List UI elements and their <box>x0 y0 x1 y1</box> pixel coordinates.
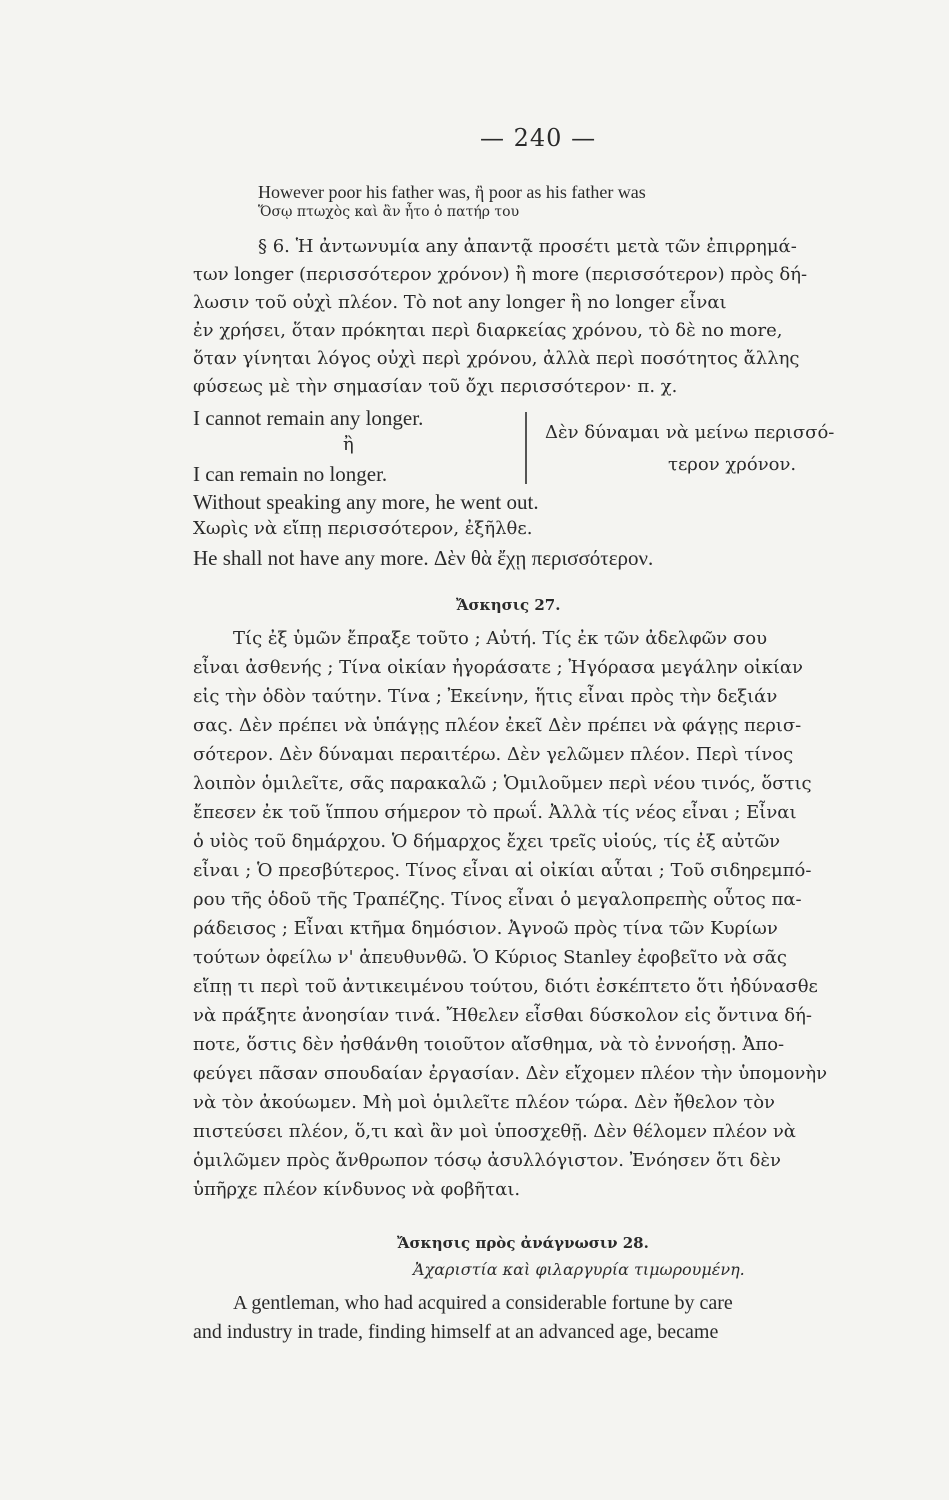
text-line: A gentleman, who had acquired a considerable fortune by care <box>233 1292 733 1314</box>
text-line: Χωρὶς νὰ εἴπῃ περισσότερον, ἐξῆλθε. <box>193 518 533 539</box>
text-line: ἐν χρήσει, ὅταν πρόκηται περὶ διαρκείας χρόνου, τὸ δὲ no more, <box>193 320 783 341</box>
text-line: φεύγει πᾶσαν σπουδαίαν ἐργασίαν. Δὲν εἴχομεν πλέον τὴν ὑπομονὴν <box>193 1063 828 1084</box>
text-line: σότερον. Δὲν δύναμαι περαιτέρω. Δὲν γελῶμεν πλέον. Περὶ τίνος <box>193 744 794 765</box>
text-line: ἢ <box>343 434 354 455</box>
text-line: ποτε, ὅστις δὲν ἠσθάνθη τοιοῦτον αἴσθημα, νὰ τὸ ἐννοήσῃ. Ἀπο- <box>193 1034 785 1055</box>
text-line: Without speaking any more, he went out. <box>193 490 539 514</box>
text-line: πιστεύσει πλέον, ὅ,τι καὶ ἂν μοὶ ὑποσχεθῇ. Δὲν θέλομεν πλέον νὰ <box>193 1121 796 1142</box>
text-line: ἔπεσεν ἐκ τοῦ ἵππου σήμερον τὸ πρωΐ. Ἀλλὰ τίς νέος εἶναι ; Εἶναι <box>193 802 797 823</box>
text-line: εἰς τὴν ὁδὸν ταύτην. Τίνα ; Ἐκείνην, ἥτις εἶναι πρὸς τὴν δεξιάν <box>193 686 778 707</box>
text-line: τούτων ὀφείλω ν' ἀπευθυνθῶ. Ὁ Κύριος Stanley ἐφοβεῖτο νὰ σᾶς <box>193 947 788 968</box>
text-line: I cannot remain any longer. <box>193 406 424 430</box>
text-line: νὰ πράξητε ἀνοησίαν τινά. Ἤθελεν εἶσθαι δύσκολον εἰς ὄντινα δή- <box>193 1005 812 1026</box>
text-line: ὅταν γίνηται λόγος οὐχὶ περὶ χρόνου, ἀλλὰ περὶ ποσότητος ἄλλης <box>193 348 800 369</box>
brace-divider <box>525 412 527 484</box>
text-line: I can remain no longer. <box>193 462 388 486</box>
text-line: Ὅσῳ πτωχὸς καὶ ἂν ἦτο ὁ πατήρ του <box>258 204 520 220</box>
text-line: εἶναι ; Ὁ πρεσβύτερος. Τίνος εἶναι αἱ οἰκίαι αὗται ; Τοῦ σιδηρεμπό- <box>193 860 812 881</box>
text-line: λωσιν τοῦ οὐχὶ πλέον. Τὸ not any longer ἢ no longer εἶναι <box>193 292 727 313</box>
text-line: εἶναι ἀσθενής ; Τίνα οἰκίαν ἠγοράσατε ; Ἠγόρασα μεγάλην οἰκίαν <box>193 657 803 678</box>
text-line: and industry in trade, finding himself at an advanced age, became <box>193 1321 719 1343</box>
text-line: τερον χρόνον. <box>668 454 797 475</box>
text-line: σας. Δὲν πρέπει νὰ ὑπάγῃς πλέον ἐκεῖ Δὲν πρέπει νὰ φάγῃς περισ- <box>193 715 802 736</box>
text-line: ὁ υἱὸς τοῦ δημάρχου. Ὁ δήμαρχος ἔχει τρεῖς υἱούς, τίς ἐξ αὐτῶν <box>193 831 781 852</box>
text-line: However poor his father was, ἢ poor as his father was <box>258 182 646 202</box>
text-line: φύσεως μὲ τὴν σημασίαν τοῦ ὄχι περισσότερον· π. χ. <box>193 376 678 397</box>
exercise-heading: Ἄσκησις 27. <box>456 596 561 614</box>
reading-exercise-subtitle: Ἀχαριστία καὶ φιλαργυρία τιμωρουμένη. <box>413 1260 745 1279</box>
text-line: § 6. Ἡ ἀντωνυμία any ἀπαντᾷ προσέτι μετὰ τῶν ἐπιρρημά- <box>258 236 797 257</box>
text-line: ὑπῆρχε πλέον κίνδυνος νὰ φοβῆται. <box>193 1179 521 1200</box>
text-line: ὁμιλῶμεν πρὸς ἄνθρωπον τόσῳ ἀσυλλόγιστον. Ἐνόησεν ὅτι δὲν <box>193 1150 781 1171</box>
text-line: Τίς ἐξ ὑμῶν ἔπραξε τοῦτο ; Αὐτή. Τίς ἐκ τῶν ἀδελφῶν σου <box>233 628 768 649</box>
text-line: He shall not have any more. Δὲν θὰ ἔχῃ περισσότερον. <box>193 546 654 570</box>
text-line: νὰ τὸν ἀκούωμεν. Μὴ μοὶ ὁμιλεῖτε πλέον τώρα. Δὲν ἤθελον τὸν <box>193 1092 775 1113</box>
text-line: λοιπὸν ὁμιλεῖτε, σᾶς παρακαλῶ ; Ὁμιλοῦμεν περὶ νέου τινός, ὅστις <box>193 773 812 794</box>
text-line: ρου τῆς ὁδοῦ τῆς Τραπέζης. Τίνος εἶναι ὁ μεγαλοπρεπὴς οὗτος πα- <box>193 889 802 910</box>
text-line: ράδεισος ; Εἶναι κτῆμα δημόσιον. Ἀγνοῶ πρὸς τίνα τῶν Κυρίων <box>193 918 778 939</box>
reading-exercise-heading: Ἄσκησις πρὸς ἀνάγνωσιν 28. <box>397 1234 649 1252</box>
text-line: εἴπῃ τι περὶ τοῦ ἀντικειμένου τούτου, διότι ἐσκέπτετο ὅτι ἠδύνασθε <box>193 976 818 997</box>
text-line: Δὲν δύναμαι νὰ μείνω περισσό- <box>545 422 835 443</box>
page-number: — 240 — <box>480 124 597 152</box>
text-line: των longer (περισσότερον χρόνον) ἢ more (περισσότερον) πρὸς δή- <box>193 264 808 285</box>
